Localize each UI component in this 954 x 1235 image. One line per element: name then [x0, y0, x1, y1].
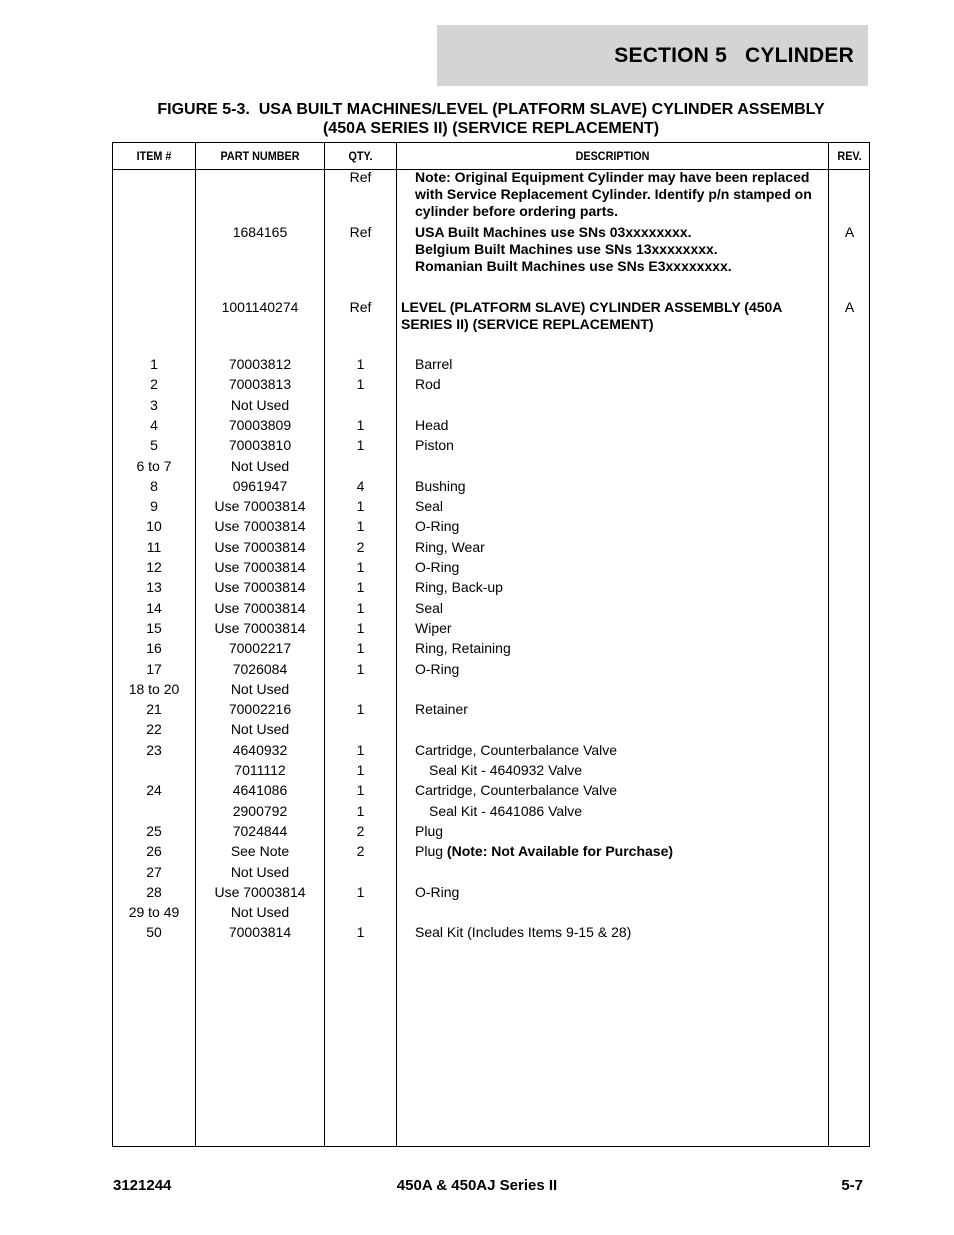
item-number: 12: [146, 559, 162, 575]
header-qty: QTY.: [348, 149, 373, 163]
description: Wiper: [415, 620, 452, 636]
qty: 1: [356, 518, 365, 534]
note-rev: A: [844, 299, 855, 315]
qty: 1: [356, 579, 365, 595]
note-part-number: 1001140274: [221, 299, 299, 315]
qty: 2: [356, 823, 365, 839]
footer-page-number: 5-7: [841, 1177, 863, 1194]
item-number: 6 to 7: [136, 458, 172, 474]
part-number: 70003810: [228, 437, 292, 453]
item-number: 9: [150, 498, 158, 514]
item-number: 16: [146, 640, 162, 656]
qty: 1: [356, 884, 365, 900]
part-number: 70002217: [228, 640, 292, 656]
qty: 1: [356, 924, 365, 940]
qty: 1: [356, 600, 365, 616]
qty: 2: [356, 843, 365, 859]
note-description-line: with Service Replacement Cylinder. Identify p/n stamped on: [415, 186, 812, 202]
item-number: 13: [146, 579, 162, 595]
qty: 1: [356, 356, 365, 372]
description: Plug (Note: Not Available for Purchase): [415, 843, 674, 859]
description: Head: [415, 417, 449, 433]
item-number: 4: [150, 417, 158, 433]
part-number: Not Used: [230, 864, 290, 880]
note-part-number: 1684165: [232, 224, 288, 240]
qty: 1: [356, 620, 365, 636]
part-number: 4641086: [232, 782, 288, 798]
qty: 1: [356, 559, 365, 575]
description: O-Ring: [415, 518, 460, 534]
item-number: 10: [146, 518, 162, 534]
qty: 1: [356, 701, 365, 717]
description: Ring, Back-up: [415, 579, 503, 595]
item-number: 14: [146, 600, 162, 616]
figure-title-line-1: FIGURE 5-3. USA BUILT MACHINES/LEVEL (PLATFORM SLAVE) CYLINDER ASSEMBLY: [157, 101, 825, 118]
description: Piston: [415, 437, 454, 453]
note-description-line: Belgium Built Machines use SNs 13xxxxxxxx.: [415, 241, 718, 257]
description: Seal Kit (Includes Items 9-15 & 28): [415, 924, 632, 940]
part-number: Use 70003814: [214, 498, 306, 514]
part-number: Use 70003814: [214, 884, 306, 900]
part-number: Use 70003814: [214, 620, 306, 636]
section-title: SECTION 5 CYLINDER: [614, 43, 854, 67]
note-description-line: Note: Original Equipment Cylinder may have been replaced: [415, 169, 810, 185]
figure-title: [112, 100, 870, 138]
item-number: 17: [146, 661, 162, 677]
description: O-Ring: [415, 661, 460, 677]
part-number: 7011112: [234, 762, 286, 778]
part-number: 7024844: [232, 823, 288, 839]
figure-title-line-2: (450A SERIES II) (SERVICE REPLACEMENT): [322, 120, 660, 137]
note-rev: A: [844, 224, 855, 240]
part-number: 4640932: [232, 742, 288, 758]
description: Seal: [415, 498, 444, 514]
qty: 1: [356, 803, 365, 819]
item-number: 50: [146, 924, 162, 940]
description: Retainer: [415, 701, 468, 717]
description: Ring, Retaining: [415, 640, 511, 656]
section-header: [437, 25, 868, 86]
column-divider: [396, 143, 397, 1146]
description: Barrel: [415, 356, 453, 372]
item-number: 29 to 49: [128, 904, 180, 920]
part-number: Use 70003814: [214, 518, 306, 534]
parts-table: [112, 142, 870, 1147]
qty: 1: [356, 417, 365, 433]
part-number: 70003812: [228, 356, 292, 372]
qty: 1: [356, 762, 365, 778]
description: Bushing: [415, 478, 466, 494]
qty: 2: [356, 539, 365, 555]
note-description-line: LEVEL (PLATFORM SLAVE) CYLINDER ASSEMBLY (450A: [401, 299, 783, 315]
footer-model: 450A & 450AJ Series II: [396, 1177, 558, 1194]
note-qty: Ref: [349, 224, 372, 240]
qty: 1: [356, 498, 365, 514]
description: Plug: [415, 823, 444, 839]
note-description-line: SERIES II) (SERVICE REPLACEMENT): [401, 316, 654, 332]
item-number: 5: [150, 437, 158, 453]
qty: 1: [356, 782, 365, 798]
part-number: Use 70003814: [214, 539, 306, 555]
description: Seal: [415, 600, 444, 616]
header-part-number: PART NUMBER: [220, 149, 300, 163]
qty: 1: [356, 640, 365, 656]
item-number: 18 to 20: [128, 681, 180, 697]
column-divider: [828, 143, 829, 1146]
note-qty: Ref: [349, 169, 372, 185]
item-number: 22: [146, 721, 162, 737]
part-number: See Note: [230, 843, 290, 859]
part-number: Not Used: [230, 681, 290, 697]
description: O-Ring: [415, 559, 460, 575]
footer-doc-number: 3121244: [113, 1177, 172, 1194]
item-number: 25: [146, 823, 162, 839]
part-number: 2900792: [232, 803, 288, 819]
description: Seal Kit - 4641086 Valve: [429, 803, 583, 819]
item-number: 3: [150, 397, 158, 413]
header-item: ITEM #: [136, 149, 172, 163]
description: Ring, Wear: [415, 539, 485, 555]
description: Cartridge, Counterbalance Valve: [415, 782, 618, 798]
note-qty: Ref: [349, 299, 372, 315]
item-number: 11: [146, 539, 162, 555]
description: Cartridge, Counterbalance Valve: [415, 742, 618, 758]
qty: 1: [356, 661, 365, 677]
description: O-Ring: [415, 884, 460, 900]
qty: 1: [356, 742, 365, 758]
description: Rod: [415, 376, 441, 392]
item-number: 26: [146, 843, 162, 859]
part-number: Use 70003814: [214, 600, 306, 616]
item-number: 27: [146, 864, 162, 880]
part-number: Not Used: [230, 458, 290, 474]
item-number: 1: [150, 356, 158, 372]
item-number: 28: [146, 884, 162, 900]
part-number: Not Used: [230, 721, 290, 737]
part-number: 70003809: [228, 417, 292, 433]
item-number: 23: [146, 742, 162, 758]
part-number: 7026084: [232, 661, 288, 677]
part-number: 70003813: [228, 376, 292, 392]
qty: 1: [356, 437, 365, 453]
header-description: DESCRIPTION: [575, 149, 650, 163]
item-number: 8: [150, 478, 158, 494]
description: Seal Kit - 4640932 Valve: [429, 762, 583, 778]
header-rev: REV.: [837, 149, 862, 163]
part-number: Use 70003814: [214, 559, 306, 575]
qty: 1: [356, 376, 365, 392]
part-number: 70003814: [228, 924, 292, 940]
item-number: 21: [146, 701, 162, 717]
note-description-line: cylinder before ordering parts.: [415, 203, 619, 219]
qty: 4: [356, 478, 365, 494]
item-number: 15: [146, 620, 162, 636]
item-number: 2: [150, 376, 158, 392]
part-number: 70002216: [228, 701, 292, 717]
part-number: Use 70003814: [214, 579, 306, 595]
part-number: Not Used: [230, 904, 290, 920]
part-number: Not Used: [230, 397, 290, 413]
item-number: 24: [146, 782, 162, 798]
part-number: 0961947: [232, 478, 288, 494]
note-description-line: Romanian Built Machines use SNs E3xxxxxxxx.: [415, 258, 732, 274]
description-note: (Note: Not Available for Purchase): [446, 843, 674, 859]
note-description-line: USA Built Machines use SNs 03xxxxxxxx.: [415, 224, 692, 240]
